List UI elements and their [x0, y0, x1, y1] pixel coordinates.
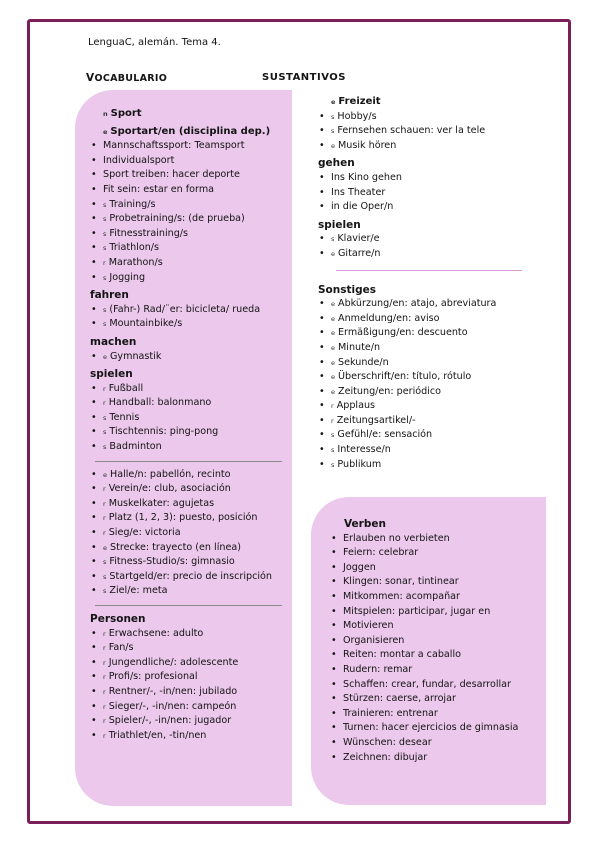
list-item-text: Jungendliche/: adolescente — [108, 656, 239, 668]
bullet-icon: • — [319, 356, 325, 368]
bullet-icon: • — [91, 685, 97, 697]
list-item-text: Klavier/e — [337, 233, 380, 245]
bullet-icon: • — [91, 169, 97, 181]
subsection-title: Freizeit — [338, 96, 381, 107]
verb-item — [330, 663, 540, 678]
verb-item — [330, 546, 540, 561]
bullet-icon: • — [91, 585, 97, 597]
bullet-icon: • — [91, 213, 97, 225]
bullet-icon: • — [331, 663, 337, 675]
list-item-text: Interesse/n — [337, 444, 391, 456]
bullet-icon: • — [319, 201, 325, 213]
list-item-text: Mannschaftssport: Teamsport — [103, 140, 245, 152]
list-item — [318, 139, 533, 154]
verb-item — [330, 678, 540, 693]
verb-text: Zeichnen: dibujar — [343, 751, 428, 763]
list-item — [90, 468, 290, 483]
article-marker: r — [103, 529, 106, 538]
verb-item — [330, 619, 540, 634]
verb-item — [330, 561, 540, 576]
article-marker: s — [103, 244, 107, 253]
verb-text: Organisieren — [343, 634, 405, 646]
left-vocab-column — [90, 104, 290, 743]
list-item-text: Ins Theater — [331, 186, 386, 198]
verb-item — [330, 721, 540, 736]
bullet-icon: • — [91, 183, 97, 195]
vocabulary-heading — [86, 72, 167, 84]
article-marker: n — [103, 110, 108, 118]
list-item-text: Sieg/e: victoria — [108, 527, 181, 539]
list-item-text: Fan/s — [108, 642, 134, 654]
bullet-icon: • — [91, 556, 97, 568]
list-item-text: Fußball — [108, 382, 144, 394]
list-item — [90, 685, 290, 700]
list-item — [318, 124, 533, 139]
article-marker: e — [331, 343, 335, 352]
list-item — [90, 396, 290, 411]
list-item — [90, 541, 290, 556]
list-item-text: Spieler/-, -in/nen: jugador — [108, 715, 232, 727]
article-marker: s — [103, 428, 107, 437]
list-item-text: Ziel/e: meta — [109, 585, 168, 597]
bullet-icon: • — [91, 198, 97, 210]
article-marker: s — [331, 235, 335, 244]
list-item-text: Minute/n — [338, 341, 381, 353]
verbs-column — [330, 514, 540, 765]
list-item-text: Zeitungsartikel/- — [336, 414, 416, 426]
list-item-text: Gitarre/n — [338, 247, 381, 259]
article-marker: e — [331, 141, 335, 150]
bullet-icon: • — [91, 541, 97, 553]
list-item — [90, 411, 290, 426]
list-item — [90, 256, 290, 271]
list-item-text: Fernsehen schauen: ver la tele — [337, 125, 486, 137]
subsection-title: Sport — [110, 108, 142, 119]
list-item-text: Zeitung/en: periódico — [338, 385, 442, 397]
list-item — [318, 458, 533, 473]
article-marker: s — [103, 572, 107, 581]
verb-item — [330, 575, 540, 590]
article-marker: s — [103, 443, 107, 452]
article-marker: r — [331, 416, 334, 425]
bullet-icon: • — [331, 532, 337, 544]
list-item-text: Erwachsene: adulto — [108, 627, 204, 639]
list-item-text: Gymnastik — [110, 350, 162, 362]
bullet-icon: • — [319, 233, 325, 245]
list-item-text: Fit sein: estar en forma — [103, 183, 215, 195]
bullet-icon: • — [91, 154, 97, 166]
bullet-icon: • — [331, 649, 337, 661]
list-item — [318, 385, 533, 400]
list-item — [90, 425, 290, 440]
article-marker: e — [331, 249, 335, 258]
article-marker: e — [331, 387, 335, 396]
article-marker: e — [331, 98, 336, 106]
bullet-icon: • — [91, 426, 97, 438]
verb-item — [330, 590, 540, 605]
list-item-text: in die Oper/n — [331, 201, 394, 213]
article-marker: r — [103, 717, 106, 726]
vocabulary-heading-initial: V — [86, 72, 95, 84]
article-marker: s — [103, 305, 107, 314]
article-marker: e — [331, 300, 335, 309]
bullet-icon: • — [91, 271, 97, 283]
bullet-icon: • — [331, 722, 337, 734]
bullet-icon: • — [91, 140, 97, 152]
list-item-text: Abkürzung/en: atajo, abreviatura — [338, 298, 497, 310]
bullet-icon: • — [91, 303, 97, 315]
bullet-icon: • — [319, 429, 325, 441]
bullet-icon: • — [319, 247, 325, 259]
verb-text: Erlauben no verbieten — [343, 532, 450, 544]
list-item — [318, 232, 533, 247]
list-item-text: Fitness-Studio/s: gimnasio — [109, 556, 235, 568]
verb-text: Turnen: hacer ejercicios de gimnasia — [343, 722, 519, 734]
list-item-text: Rentner/-, -in/nen: jubilado — [108, 685, 238, 697]
bullet-icon: • — [319, 385, 325, 397]
list-item — [90, 440, 290, 455]
list-item — [90, 714, 290, 729]
list-item-text: Triathlet/en, -tin/nen — [108, 729, 207, 741]
bullet-icon: • — [331, 707, 337, 719]
bullet-icon: • — [91, 642, 97, 654]
bullet-icon: • — [91, 397, 97, 409]
verb-text: Stürzen: caerse, arrojar — [343, 693, 456, 705]
list-item-text: Ermäßigung/en: descuento — [338, 327, 468, 339]
article-marker: s — [103, 200, 107, 209]
nouns-heading: SUSTANTIVOS — [262, 72, 346, 83]
bullet-icon: • — [319, 186, 325, 198]
verb-item — [330, 648, 540, 663]
spacer — [318, 262, 533, 271]
article-marker: s — [331, 446, 335, 455]
list-item-text: Muskelkater: agujetas — [108, 497, 215, 509]
bullet-icon: • — [319, 139, 325, 151]
bullet-icon: • — [331, 590, 337, 602]
list-item — [318, 341, 533, 356]
list-item — [318, 297, 533, 312]
list-item-text: Anmeldung/en: aviso — [338, 312, 440, 324]
bullet-icon: • — [91, 382, 97, 394]
list-item — [90, 570, 290, 585]
list-item — [90, 168, 290, 183]
verb-item — [330, 532, 540, 547]
bullet-icon: • — [319, 414, 325, 426]
list-item — [90, 241, 290, 256]
list-item — [90, 183, 290, 198]
article-marker: r — [103, 629, 106, 638]
list-item-text: Platz (1, 2, 3): puesto, posición — [108, 512, 258, 524]
verb-text: Schaffen: crear, fundar, desarrollar — [343, 678, 511, 690]
list-item-text: Triathlon/s — [109, 242, 160, 254]
article-marker: e — [103, 352, 107, 361]
bullet-icon: • — [91, 411, 97, 423]
article-marker: e — [103, 543, 107, 552]
list-item — [90, 303, 290, 318]
verb-item — [330, 692, 540, 707]
bullet-icon: • — [319, 125, 325, 137]
bullet-icon: • — [91, 497, 97, 509]
list-item-text: Startgeld/er: precio de inscripción — [109, 570, 273, 582]
bullet-icon: • — [319, 171, 325, 183]
article-marker: r — [103, 658, 106, 667]
list-item-text: Tennis — [109, 411, 140, 423]
list-item — [318, 312, 533, 327]
bullet-icon: • — [91, 700, 97, 712]
list-item — [90, 584, 290, 599]
list-item — [318, 414, 533, 429]
list-item-text: Strecke: trayecto (en línea) — [110, 541, 241, 553]
list-item-text: Publikum — [337, 458, 382, 470]
list-item — [318, 428, 533, 443]
verb-text: Mitkommen: acompañar — [343, 590, 460, 602]
separator-line — [95, 461, 282, 462]
bullet-icon: • — [91, 256, 97, 268]
bullet-icon: • — [91, 512, 97, 524]
bullet-icon: • — [331, 751, 337, 763]
group-heading: Personen — [90, 613, 146, 625]
separator-line — [95, 605, 282, 606]
list-item-text: Jogging — [109, 271, 146, 283]
list-item-text: Halle/n: pabellón, recinto — [110, 468, 231, 480]
article-marker: s — [331, 127, 335, 136]
article-marker: r — [103, 384, 106, 393]
verb-item — [330, 751, 540, 766]
list-item — [90, 641, 290, 656]
group-heading: gehen — [318, 157, 355, 170]
list-item-text: Handball: balonmano — [108, 397, 212, 409]
bullet-icon: • — [319, 312, 325, 324]
list-item — [318, 356, 533, 371]
article-marker: s — [103, 587, 107, 596]
bullet-icon: • — [91, 656, 97, 668]
article-marker: e — [331, 358, 335, 367]
article-marker: s — [331, 112, 335, 121]
list-item-text: Sekunde/n — [338, 356, 389, 368]
bullet-icon: • — [319, 298, 325, 310]
list-item-text: Sieger/-, -in/nen: campeón — [108, 700, 237, 712]
list-item — [90, 729, 290, 744]
list-item — [90, 700, 290, 715]
group-heading: Sonstiges — [318, 283, 377, 296]
bullet-icon: • — [319, 371, 325, 383]
list-item-text: Überschrift/en: título, rótulo — [338, 371, 472, 383]
list-item — [90, 482, 290, 497]
list-item — [90, 511, 290, 526]
article-marker: s — [331, 431, 335, 440]
list-item — [318, 326, 533, 341]
bullet-icon: • — [319, 444, 325, 456]
bullet-icon: • — [319, 110, 325, 122]
list-item — [90, 555, 290, 570]
vocabulary-heading-rest: OCABULARIO — [94, 73, 168, 84]
list-item — [90, 317, 290, 332]
bullet-icon: • — [91, 350, 97, 362]
article-marker: r — [103, 673, 106, 682]
bullet-icon: • — [331, 736, 337, 748]
group-heading: machen — [90, 335, 137, 348]
list-item-text: Training/s — [109, 198, 156, 210]
article-marker: s — [331, 460, 335, 469]
verb-text: Reiten: montar a caballo — [343, 649, 462, 661]
list-item — [90, 350, 290, 365]
bullet-icon: • — [331, 678, 337, 690]
verb-text: Wünschen: desear — [343, 736, 432, 748]
list-item-text: Applaus — [336, 400, 376, 412]
list-item — [90, 526, 290, 541]
group-heading: spielen — [90, 368, 133, 381]
list-item-text: Fitnesstraining/s — [109, 227, 189, 239]
list-item — [90, 271, 290, 286]
bullet-icon: • — [91, 441, 97, 453]
article-marker: s — [103, 320, 107, 329]
list-item — [90, 497, 290, 512]
article-marker: e — [331, 373, 335, 382]
bullet-icon: • — [331, 620, 337, 632]
verb-item — [330, 605, 540, 620]
verb-item — [330, 707, 540, 722]
verb-text: Feiern: celebrar — [343, 547, 419, 559]
list-item — [90, 227, 290, 242]
list-item-text: Ins Kino gehen — [331, 171, 402, 183]
bullet-icon: • — [91, 227, 97, 239]
list-item-text: Verein/e: club, asociación — [108, 483, 231, 495]
group-heading: spielen — [318, 218, 361, 231]
article-marker: e — [331, 314, 335, 323]
list-item-text: (Fahr-) Rad/¨er: bicicleta/ rueda — [109, 303, 261, 315]
bullet-icon: • — [331, 605, 337, 617]
bullet-icon: • — [319, 341, 325, 353]
bullet-icon: • — [91, 729, 97, 741]
verb-text: Motivieren — [343, 620, 394, 632]
list-item — [318, 186, 533, 201]
list-item — [90, 670, 290, 685]
document-header: LenguaC, alemán. Tema 4. — [88, 37, 221, 48]
bullet-icon: • — [91, 527, 97, 539]
bullet-icon: • — [91, 483, 97, 495]
spacer — [318, 271, 533, 280]
list-item-text: Probetraining/s: (de prueba) — [109, 213, 245, 225]
verb-text: Mitspielen: participar, jugar en — [343, 605, 491, 617]
subsection-heading — [90, 107, 290, 122]
list-item-text: Gefühl/e: sensación — [337, 429, 433, 441]
verbs-heading: Verben — [344, 518, 386, 530]
bullet-icon: • — [331, 576, 337, 588]
list-item-text: Sport treiben: hacer deporte — [103, 169, 240, 181]
bullet-icon: • — [91, 715, 97, 727]
bullet-icon: • — [331, 547, 337, 559]
verb-text: Joggen — [343, 561, 376, 573]
article-marker: e — [331, 329, 335, 338]
subsection-heading — [90, 125, 290, 140]
article-marker: s — [103, 558, 107, 567]
verb-item — [330, 634, 540, 649]
article-marker: r — [103, 644, 106, 653]
article-marker: r — [103, 731, 106, 740]
article-marker: r — [103, 485, 106, 494]
bullet-icon: • — [91, 242, 97, 254]
article-marker: r — [103, 258, 106, 267]
group-heading: fahren — [90, 289, 129, 302]
list-item-text: Musik hören — [338, 139, 397, 151]
list-item — [90, 198, 290, 213]
list-item — [90, 382, 290, 397]
list-item — [318, 200, 533, 215]
bullet-icon: • — [91, 468, 97, 480]
article-marker: r — [103, 687, 106, 696]
list-item-text: Tischtennis: ping-pong — [109, 426, 219, 438]
bullet-icon: • — [331, 634, 337, 646]
verb-item — [330, 736, 540, 751]
bullet-icon: • — [319, 400, 325, 412]
article-marker: s — [103, 273, 107, 282]
list-item-text: Individualsport — [103, 154, 175, 166]
list-item — [318, 443, 533, 458]
list-item — [318, 399, 533, 414]
list-item-text: Mountainbike/s — [109, 318, 183, 330]
list-item — [318, 370, 533, 385]
article-marker: r — [103, 499, 106, 508]
list-item — [90, 139, 290, 154]
bullet-icon: • — [91, 570, 97, 582]
article-marker: s — [103, 229, 107, 238]
article-marker: e — [103, 127, 108, 136]
list-item — [318, 171, 533, 186]
verb-text: Trainieren: entrenar — [343, 707, 438, 719]
article-marker: r — [103, 702, 106, 711]
right-vocab-column — [318, 92, 533, 472]
list-item — [90, 212, 290, 227]
list-item-text: Marathon/s — [108, 256, 163, 268]
verbs-list — [330, 532, 540, 766]
bullet-icon: • — [331, 693, 337, 705]
article-marker: s — [103, 215, 107, 224]
article-marker: s — [103, 413, 107, 422]
bullet-icon: • — [91, 627, 97, 639]
bullet-icon: • — [331, 561, 337, 573]
list-item-text: Badminton — [109, 441, 162, 453]
article-marker: r — [103, 399, 106, 408]
verb-text: Klingen: sonar, tintinear — [343, 576, 459, 588]
list-item-text: Hobby/s — [337, 110, 377, 122]
subsection-title: Sportart/en (disciplina dep.) — [110, 125, 271, 137]
list-item — [90, 627, 290, 642]
article-marker: e — [103, 470, 107, 479]
list-item-text: Profi/s: profesional — [108, 671, 198, 683]
bullet-icon: • — [319, 458, 325, 470]
article-marker: r — [331, 402, 334, 411]
article-marker: r — [103, 514, 106, 523]
bullet-icon: • — [91, 318, 97, 330]
list-item — [90, 154, 290, 169]
bullet-icon: • — [319, 327, 325, 339]
list-item — [90, 656, 290, 671]
list-item — [318, 247, 533, 262]
list-item — [318, 110, 533, 125]
bullet-icon: • — [91, 671, 97, 683]
verb-text: Rudern: remar — [343, 663, 413, 675]
subsection-heading — [318, 95, 533, 110]
